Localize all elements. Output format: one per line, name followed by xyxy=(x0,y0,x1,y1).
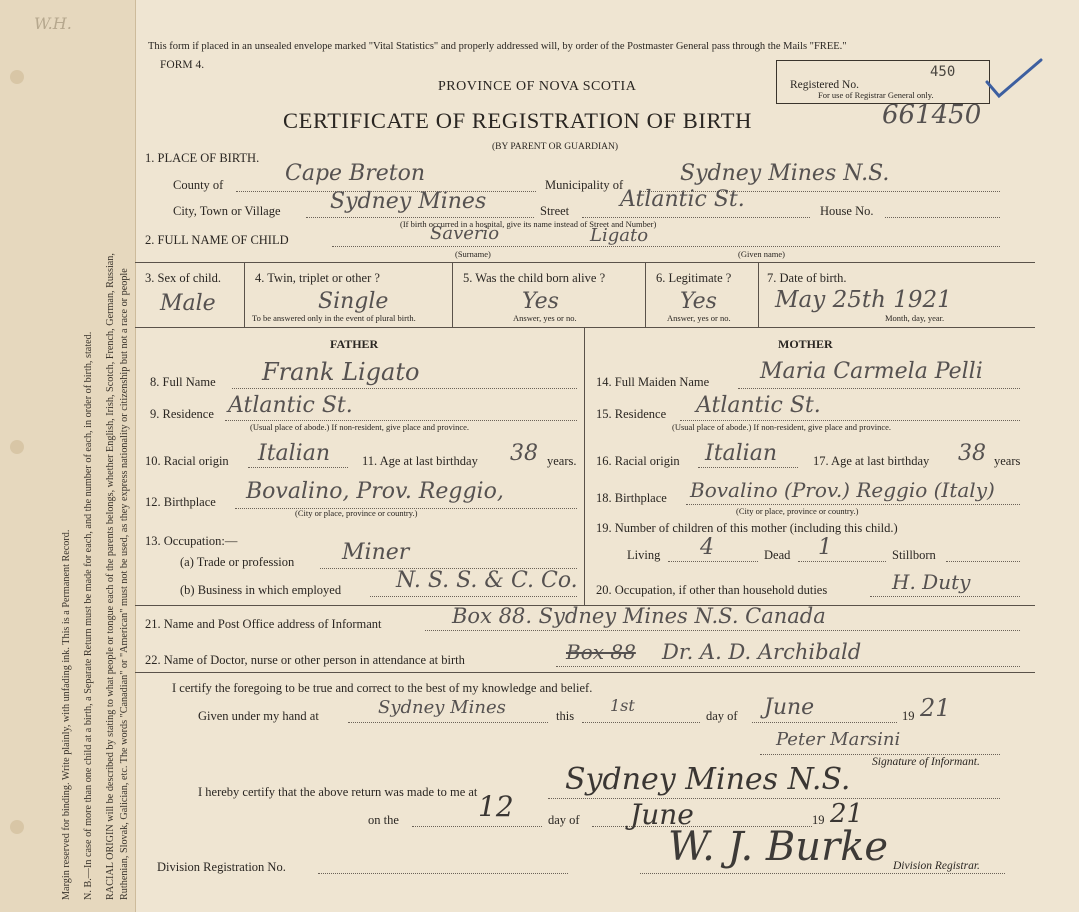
doctor-value: Dr. A. D. Archibald xyxy=(662,640,862,664)
document-subtitle: (BY PARENT OR GUARDIAN) xyxy=(492,142,619,152)
child-given-name: Saverio xyxy=(430,223,500,244)
corner-mark: W.H. xyxy=(34,14,72,33)
mother-origin-label: 16. Racial origin xyxy=(596,454,680,468)
rule xyxy=(135,327,1035,328)
alive-label: 5. Was the child born alive ? xyxy=(463,271,606,285)
checkmark-icon xyxy=(985,56,1045,106)
father-age-label: 11. Age at last birthday xyxy=(362,454,478,468)
form-number: FORM 4. xyxy=(160,59,205,71)
father-occupation-label: 13. Occupation:— xyxy=(145,534,238,548)
informant-address-label: 21. Name and Post Office address of Informant xyxy=(145,617,382,631)
twin-note: To be answered only in the event of plural birth. xyxy=(252,313,416,323)
given-place-value: Sydney Mines xyxy=(378,697,506,718)
mother-age-unit: years xyxy=(994,454,1021,468)
given-year-value: 21 xyxy=(920,694,951,722)
city-label: City, Town or Village xyxy=(173,204,281,218)
mother-occupation-line xyxy=(870,596,1020,597)
rule xyxy=(584,327,585,605)
twin-value: Single xyxy=(318,289,389,314)
father-name-value: Frank Ligato xyxy=(262,358,420,386)
mother-children-label: 19. Number of children of this mother (including this child.) xyxy=(596,521,898,535)
nb-note: N. B.—In case of more than one child at a birth, a Separate Return must be made for each, and the number of each, in order of birth, stated. xyxy=(83,331,94,900)
certify-statement: I certify the foregoing to be true and correct to the best of my knowledge and belief. xyxy=(172,681,593,695)
given-day-value: 1st xyxy=(610,696,635,715)
father-origin-line xyxy=(248,467,348,468)
informant-address-value: Box 88. Sydney Mines N.S. Canada xyxy=(452,604,826,628)
racial-note-2: Ruthenian, Slovak, Galician, etc. The words "Canadian" or "American" must not be used, as they express nationality or citizenship but not a race or people xyxy=(119,268,130,900)
mother-birthplace-value: Bovalino (Prov.) Reggio (Italy) xyxy=(690,478,995,502)
racial-note-1: RACIAL ORIGIN will be described by stating to what people or tongue each of the parents belongs, whether English, Irish, Scotch, French, German, Russian, xyxy=(105,253,116,900)
rule xyxy=(645,262,646,327)
mother-origin-value: Italian xyxy=(705,441,778,466)
dead-label: Dead xyxy=(764,548,791,562)
mother-residence-value: Atlantic St. xyxy=(696,393,821,418)
legitimate-value: Yes xyxy=(680,289,717,314)
municipality-label: Municipality of xyxy=(545,178,624,192)
surname-note: (Surname) xyxy=(455,249,491,259)
registrar-place-line xyxy=(548,798,1000,799)
given-year-prefix: 19 xyxy=(902,709,915,723)
doctor-struck-text: Box 88 xyxy=(566,640,636,664)
mother-occupation-label: 20. Occupation, if other than household duties xyxy=(596,583,828,597)
dob-note: Month, day, year. xyxy=(885,313,945,323)
sex-value: Male xyxy=(160,291,216,316)
division-registrar-label: Division Registrar. xyxy=(893,860,980,872)
city-value: Sydney Mines xyxy=(330,189,487,214)
father-birthplace-note: (City or place, province or country.) xyxy=(295,508,418,518)
street-label: Street xyxy=(540,204,570,218)
mother-birthplace-line xyxy=(686,504,1020,505)
dead-value: 1 xyxy=(818,535,832,560)
registrar-signature-line xyxy=(640,873,1005,874)
child-name-label: 2. FULL NAME OF CHILD xyxy=(145,233,289,247)
house-label: House No. xyxy=(820,204,874,218)
mother-heading: MOTHER xyxy=(778,337,833,351)
informant-address-line xyxy=(425,630,1020,631)
division-registration-line xyxy=(318,873,568,874)
mother-residence-line xyxy=(680,420,1020,421)
father-birthplace-label: 12. Birthplace xyxy=(145,495,216,509)
mother-age-value: 38 xyxy=(958,441,986,466)
this-label: this xyxy=(556,709,575,723)
registrar-year-prefix: 19 xyxy=(812,813,825,827)
child-name-line xyxy=(332,246,1000,247)
father-origin-value: Italian xyxy=(258,441,331,466)
registrar-return-label: I hereby certify that the above return was made to me at xyxy=(198,785,478,799)
doctor-label: 22. Name of Doctor, nurse or other person in attendance at birth xyxy=(145,653,465,667)
given-month-value: June xyxy=(764,695,815,720)
father-business-value: N. S. S. & C. Co. xyxy=(396,568,578,593)
stillborn-line xyxy=(946,561,1020,562)
father-business-line xyxy=(370,596,577,597)
province-heading: PROVINCE OF NOVA SCOTIA xyxy=(438,79,637,94)
father-residence-note: (Usual place of abode.) If non-resident, give place and province. xyxy=(250,422,470,432)
given-name-note: (Given name) xyxy=(738,249,785,259)
registrar-note: For use of Registrar General only. xyxy=(818,90,934,100)
rule xyxy=(135,672,1035,673)
binding-margin xyxy=(0,0,136,912)
mail-notice: This form if placed in an unsealed envelope marked "Vital Statistics" and properly addressed will, by order of the Postmaster General pass through the Mails "FREE." xyxy=(148,41,847,52)
binding-hole xyxy=(10,70,24,84)
street-line xyxy=(582,217,810,218)
twin-label: 4. Twin, triplet or other ? xyxy=(255,271,380,285)
legitimate-label: 6. Legitimate ? xyxy=(656,271,732,285)
father-residence-value: Atlantic St. xyxy=(228,393,353,418)
mother-occupation-value: H. Duty xyxy=(892,570,971,594)
city-line xyxy=(306,217,534,218)
living-label: Living xyxy=(627,548,661,562)
sex-label: 3. Sex of child. xyxy=(145,271,222,285)
binding-hole xyxy=(10,440,24,454)
father-business-label: (b) Business in which employed xyxy=(180,583,342,597)
registrar-signature: W. J. Burke xyxy=(668,824,889,870)
dob-value: May 25th 1921 xyxy=(775,287,952,313)
dob-label: 7. Date of birth. xyxy=(767,271,847,285)
rule xyxy=(758,262,759,327)
mother-origin-line xyxy=(698,467,798,468)
county-value: Cape Breton xyxy=(285,161,426,186)
father-age-value: 38 xyxy=(510,441,538,466)
given-under-label: Given under my hand at xyxy=(198,709,319,723)
mother-residence-note: (Usual place of abode.) If non-resident, give place and province. xyxy=(672,422,892,432)
father-name-label: 8. Full Name xyxy=(150,375,216,389)
legitimate-note: Answer, yes or no. xyxy=(667,313,731,323)
alive-note: Answer, yes or no. xyxy=(513,313,577,323)
father-birthplace-value: Bovalino, Prov. Reggio, xyxy=(246,479,504,504)
division-registration-label: Division Registration No. xyxy=(157,860,286,874)
municipality-value: Sydney Mines N.S. xyxy=(680,161,890,186)
mother-name-line xyxy=(738,388,1020,389)
mother-residence-label: 15. Residence xyxy=(596,407,667,421)
place-heading: 1. PLACE OF BIRTH. xyxy=(145,151,260,165)
registrar-on-label: on the xyxy=(368,813,399,827)
father-residence-line xyxy=(225,420,577,421)
binding-hole xyxy=(10,820,24,834)
informant-signature-label: Signature of Informant. xyxy=(872,756,980,768)
father-heading: FATHER xyxy=(330,337,379,351)
stillborn-label: Stillborn xyxy=(892,548,936,562)
street-note: (If birth occurred in a hospital, give its name instead of Street and Number) xyxy=(400,219,657,229)
living-value: 4 xyxy=(700,535,714,560)
registrar-day-value: 12 xyxy=(478,790,514,823)
registrar-dayof-label: day of xyxy=(548,813,580,827)
binding-note: Margin reserved for binding. Write plainly, with unfading ink. This is a Permanent Record. xyxy=(61,529,72,900)
registrar-year-value: 21 xyxy=(830,799,864,829)
mother-birthplace-note: (City or place, province or country.) xyxy=(736,506,859,516)
child-surname: Ligato xyxy=(590,225,649,246)
registered-number: 450 xyxy=(930,64,956,80)
father-origin-label: 10. Racial origin xyxy=(145,454,229,468)
document-title: CERTIFICATE OF REGISTRATION OF BIRTH xyxy=(283,108,752,133)
mother-birthplace-label: 18. Birthplace xyxy=(596,491,667,505)
doctor-line xyxy=(556,666,1020,667)
given-dayof-label: day of xyxy=(706,709,738,723)
street-value: Atlantic St. xyxy=(620,187,745,212)
margin-number: 661450 xyxy=(882,100,982,130)
rule xyxy=(135,262,1035,263)
registered-label: Registered No. xyxy=(790,79,859,91)
mother-name-value: Maria Carmela Pelli xyxy=(760,359,983,384)
informant-signature: Peter Marsini xyxy=(776,729,901,750)
mother-name-label: 14. Full Maiden Name xyxy=(596,375,710,389)
registrar-place-value: Sydney Mines N.S. xyxy=(565,762,851,797)
father-name-line xyxy=(232,388,577,389)
living-line xyxy=(668,561,758,562)
alive-value: Yes xyxy=(522,289,559,314)
registrar-month-value: June xyxy=(630,798,694,831)
father-trade-label: (a) Trade or profession xyxy=(180,555,295,569)
rule xyxy=(452,262,453,327)
mother-age-label: 17. Age at last birthday xyxy=(813,454,930,468)
rule xyxy=(244,262,245,327)
dead-line xyxy=(798,561,886,562)
registrar-day-line xyxy=(412,826,542,827)
father-trade-value: Miner xyxy=(342,540,410,565)
given-place-line xyxy=(348,722,548,723)
county-label: County of xyxy=(173,178,224,192)
father-residence-label: 9. Residence xyxy=(150,407,214,421)
father-age-unit: years. xyxy=(547,454,577,468)
given-day-line xyxy=(582,722,700,723)
house-line xyxy=(885,217,1000,218)
given-month-line xyxy=(752,722,897,723)
